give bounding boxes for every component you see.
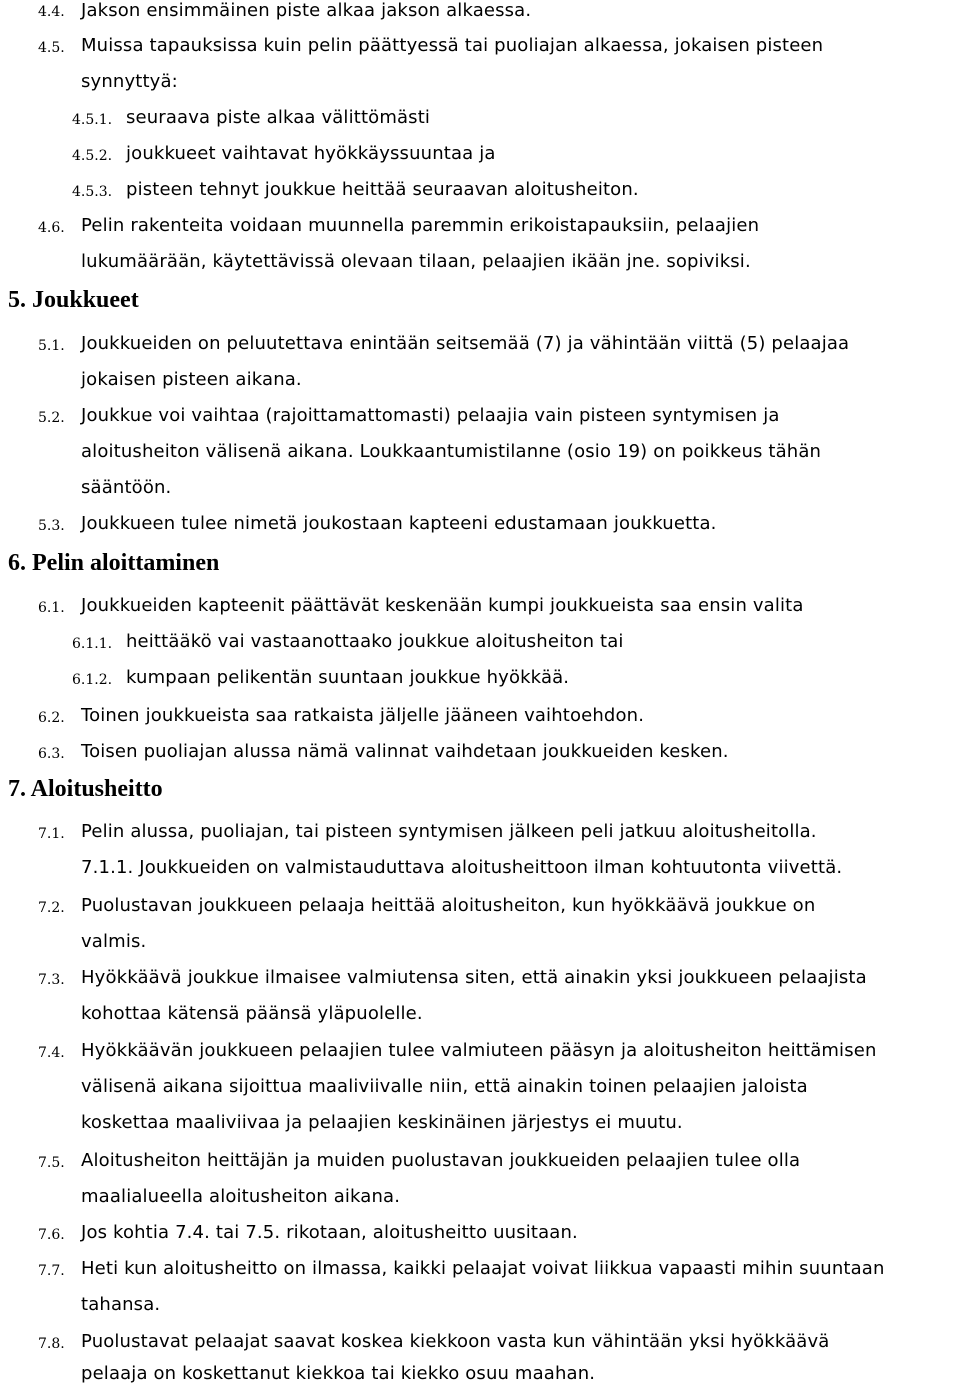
section-heading: 6. Pelin aloittaminen xyxy=(8,550,220,576)
item-text: Joukkueiden kapteenit päättävät keskenään kumpi joukkueista saa ensin valita xyxy=(81,595,804,616)
item-text: Pelin alussa, puoliajan, tai pisteen syntymisen jälkeen peli jatkuu aloitusheitolla. xyxy=(81,821,817,842)
item-text-continued: pelaaja on koskettanut kiekkoa tai kiekko osuu maahan. xyxy=(81,1363,596,1384)
item-text: pisteen tehnyt joukkue heittää seuraavan aloitusheiton. xyxy=(126,179,639,200)
item-number: 4.5.2. xyxy=(72,148,113,164)
section-heading: 7. Aloitusheitto xyxy=(8,776,163,802)
item-number: 4.4. xyxy=(38,4,65,20)
item-text: Hyökkäävä joukkue ilmaisee valmiutensa siten, että ainakin yksi joukkueen pelaajista xyxy=(81,967,867,988)
item-text: Joukkueiden on peluutettava enintään seitsemää (7) ja vähintään viittä (5) pelaajaa xyxy=(81,333,850,354)
item-text: Aloitusheiton heittäjän ja muiden puolustavan joukkueiden pelaajien tulee olla xyxy=(81,1150,801,1171)
item-text: heittääkö vai vastaanottaako joukkue aloitusheiton tai xyxy=(126,631,624,652)
item-text-continued: kohottaa kätensä päänsä yläpuolelle. xyxy=(81,1003,423,1024)
item-number: 7.1. xyxy=(38,826,65,842)
item-text-continued: synnyttyä: xyxy=(81,71,178,92)
item-text: 7.1.1. Joukkueiden on valmistauduttava aloitusheittoon ilman kohtuutonta viivettä. xyxy=(81,857,843,878)
item-text-continued: jokaisen pisteen aikana. xyxy=(81,369,302,390)
item-number: 5.1. xyxy=(38,338,65,354)
item-text: Heti kun aloitusheitto on ilmassa, kaikki pelaajat voivat liikkua vapaasti mihin suuntaan xyxy=(81,1258,885,1279)
item-number: 7.7. xyxy=(38,1263,65,1279)
item-text: Pelin rakenteita voidaan muunnella paremmin erikoistapauksiin, pelaajien xyxy=(81,215,760,236)
item-number: 7.5. xyxy=(38,1155,65,1171)
item-text-continued: tahansa. xyxy=(81,1294,161,1315)
item-text: Toinen joukkueista saa ratkaista jäljelle jääneen vaihtoehdon. xyxy=(81,705,645,726)
item-text: Jos kohtia 7.4. tai 7.5. rikotaan, aloitusheitto uusitaan. xyxy=(81,1222,578,1243)
item-number: 7.3. xyxy=(38,972,65,988)
section-heading: 5. Joukkueet xyxy=(8,287,139,313)
item-number: 5.3. xyxy=(38,518,65,534)
item-text-continued: maalialueella aloitusheiton aikana. xyxy=(81,1186,401,1207)
item-text-continued: aloitusheiton välisenä aikana. Loukkaantumistilanne (osio 19) on poikkeus tähän xyxy=(81,441,822,462)
item-text: joukkueet vaihtavat hyökkäyssuuntaa ja xyxy=(126,143,496,164)
item-number: 5.2. xyxy=(38,410,65,426)
item-number: 6.1.2. xyxy=(72,672,113,688)
item-number: 6.3. xyxy=(38,746,65,762)
item-number: 4.6. xyxy=(38,220,65,236)
item-text: kumpaan pelikentän suuntaan joukkue hyökkää. xyxy=(126,667,570,688)
item-number: 7.6. xyxy=(38,1227,65,1243)
item-text-continued: koskettaa maaliviivaa ja pelaajien keskinäinen järjestys ei muutu. xyxy=(81,1112,683,1133)
item-text: Joukkueen tulee nimetä joukostaan kapteeni edustamaan joukkuetta. xyxy=(81,513,717,534)
item-number: 4.5.3. xyxy=(72,184,113,200)
item-number: 6.1. xyxy=(38,600,65,616)
item-text-continued: sääntöön. xyxy=(81,477,172,498)
item-text: Hyökkäävän joukkueen pelaajien tulee valmiuteen pääsyn ja aloitusheiton heittämisen xyxy=(81,1040,877,1061)
item-text: Muissa tapauksissa kuin pelin päättyessä tai puoliajan alkaessa, jokaisen pisteen xyxy=(81,35,824,56)
item-number: 6.1.1. xyxy=(72,636,113,652)
item-text-continued: valmis. xyxy=(81,931,147,952)
item-number: 6.2. xyxy=(38,710,65,726)
item-text-continued: välisenä aikana sijoittua maaliviivalle niin, että ainakin toinen pelaajien jaloista xyxy=(81,1076,808,1097)
item-text: Puolustavan joukkueen pelaaja heittää aloitusheiton, kun hyökkäävä joukkue on xyxy=(81,895,816,916)
item-number: 4.5.1. xyxy=(72,112,113,128)
item-text-continued: lukumäärään, käytettävissä olevaan tilaan, pelaajien ikään jne. sopiviksi. xyxy=(81,251,751,272)
item-number: 7.4. xyxy=(38,1045,65,1061)
item-text: Joukkue voi vaihtaa (rajoittamattomasti) pelaajia vain pisteen syntymisen ja xyxy=(81,405,780,426)
item-text: Toisen puoliajan alussa nämä valinnat vaihdetaan joukkueiden kesken. xyxy=(81,741,729,762)
item-text: seuraava piste alkaa välittömästi xyxy=(126,107,431,128)
item-text: Puolustavat pelaajat saavat koskea kiekkoon vasta kun vähintään yksi hyökkäävä xyxy=(81,1331,830,1352)
item-number: 7.8. xyxy=(38,1336,65,1352)
item-number: 7.2. xyxy=(38,900,65,916)
item-number: 4.5. xyxy=(38,40,65,56)
item-text: Jakson ensimmäinen piste alkaa jakson alkaessa. xyxy=(81,0,532,21)
